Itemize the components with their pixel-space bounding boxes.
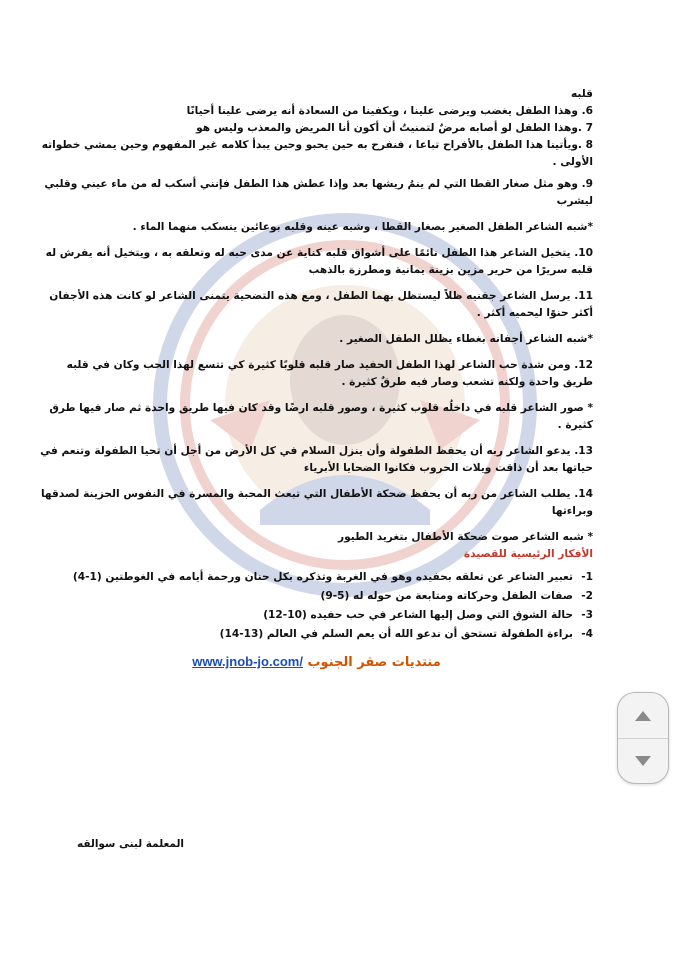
note-11: *شبه الشاعر أجفانه بغطاء يظلل الطفل الصغير . [339,333,593,345]
line-11: 11. يرسل الشاعر جفنيه ظلاً ليستظل بهما الطفل ، ومع هذه التضحية يتمنى الشاعر لو كانت هذه الأجفان أكثر حنوًا ليحميه أكثر . [49,290,593,319]
line-10: 10. يتخيل الشاعر هذا الطفل نائمًا على أشواق قلبه كناية عن مدى حبه له وتعلقه به ، ويتخيل أنه يفرش له قلبه سريرًا من حرير مزين بزينة يمانية ومطرزة بالذهب [45,247,593,276]
line-14: 14. يطلب الشاعر من ربه أن يحفظ ضحكة الأطفال التي تبعث المحبة والمسرة في النفوس الحزينة لصدقها وبراءتها [40,488,593,517]
triangle-down-icon [634,755,652,767]
ideas-list [40,569,593,643]
note-9: *شبه الشاعر الطفل الصغير بصغار القطا ، وشبه عينه وقلبه بوعائين ينسكب منهما الماء . [132,221,593,233]
idea-number: 4- [581,628,593,640]
forum-name: منتديات صقر الجنوب [307,655,441,670]
line-9: 9. وهو مثل صغار القطا التي لم ينمُ ريشها بعد وإذا عطش هذا الطفل فإنني أسكب له من ماء عيني وقلبي ليشرب [44,178,593,207]
forum-url-link[interactable]: www.jnob-jo.com/ [192,654,303,669]
idea-item [40,569,593,586]
line-7: 7 .وهذا الطفل لو أصابه مرضٌ لتمنيتُ أن أكون أنا المريض والمعذب وليس هو [196,122,593,134]
forum-link-line [40,653,593,671]
idea-item [40,588,593,605]
document-body [40,86,593,671]
idea-item [40,626,593,643]
scroll-up-button[interactable] [618,693,668,739]
ideas-heading: الأفكار الرئيسية للقصيدة [463,548,593,560]
scroll-widget[interactable] [617,692,669,784]
idea-item [40,607,593,624]
triangle-up-icon [634,710,652,722]
line-8: 8 .ويأتينا هذا الطفل بالأفراح تباعا ، فنفرح به حين يحبو وحين يبدأ كلامه غير المفهوم وحين يمشي خطواته الأولى . [41,139,593,168]
scroll-down-button[interactable] [618,738,668,783]
idea-number: 3- [581,609,593,621]
teacher-signature: المعلمة لبنى سوالقه [76,838,184,850]
idea-text: صفات الطفل وحركاته ومتابعة من حوله له (5-9) [320,590,573,602]
line-13: 13. يدعو الشاعر ربه أن يحفظ الطفولة وأن ينزل السلام في كل الأرض من أجل أن تحيا الطفولة وتنعم في حياتها بعد أن ذاقت ويلات الحروب فكانوا الضحايا الأبرياء [40,445,593,474]
note-12: * صور الشاعر قلبه في داخلُه قلوب كثيرة ، وصور قلبه ارضًا وقد كان فيها طريق واحدة ثم صار فيها طرق كثيرة . [49,402,593,431]
idea-text: حالة الشوق التي وصل إليها الشاعر في حب حفيده (10-12) [263,609,573,621]
note-14: * شبه الشاعر صوت ضحكة الأطفال بتغريد الطيور [338,531,593,543]
idea-text: تعبير الشاعر عن تعلقه بحفيده وهو في الغربة وتذكره بكل حنان ورحمة أيامه في الغوطتين (1-4) [72,571,573,583]
idea-text: براءة الطفولة تستحق أن ندعو الله أن يعم السلم في العالم (13-14) [219,628,573,640]
idea-number: 1- [581,571,593,583]
line-6: 6. وهذا الطفل يغضب ويرضى علينا ، ويكفينا من السعادة أنه يرضى علينا أحيانًا [186,105,593,117]
idea-number: 2- [581,590,593,602]
line-12: 12. ومن شدة حب الشاعر لهذا الطفل الحفيد صار قلبه قلوبًا كثيرة كي تتسع لهذا الحب وكان في قلبه طريق واحدة ولكنه تشعب وصار فيه طرقٌ كثيرة . [66,359,593,388]
line-continuation: قلبه [570,88,593,100]
